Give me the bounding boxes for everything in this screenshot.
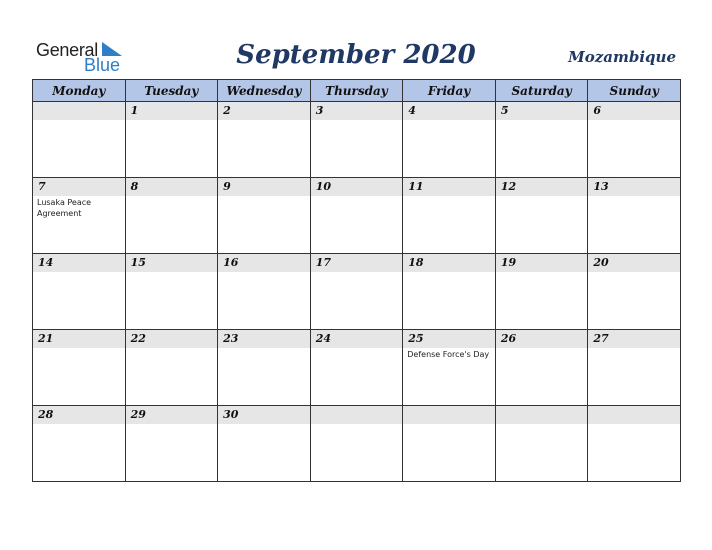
calendar-day-cell (310, 330, 403, 406)
logo-text-general: General (36, 40, 98, 60)
calendar-day-cell (33, 406, 126, 482)
calendar-day-cell (588, 254, 681, 330)
generalblue-logo (36, 40, 136, 74)
day-number: 18 (403, 254, 495, 272)
calendar-day-cell (310, 406, 403, 482)
calendar-day-cell (403, 178, 496, 254)
logo-triangle-icon (98, 42, 122, 56)
day-number (588, 406, 680, 424)
weekday-header: Friday (403, 80, 496, 102)
day-number: 12 (496, 178, 588, 196)
day-number: 23 (218, 330, 310, 348)
day-number: 21 (33, 330, 125, 348)
day-number: 6 (588, 102, 680, 120)
calendar-grid (32, 79, 681, 482)
calendar-day-cell (218, 102, 311, 178)
day-number: 16 (218, 254, 310, 272)
calendar-day-cell (403, 406, 496, 482)
calendar-day-cell (125, 102, 218, 178)
day-number: 15 (126, 254, 218, 272)
day-number: 1 (126, 102, 218, 120)
day-number: 7 (33, 178, 125, 196)
country-label: Mozambique (568, 48, 676, 66)
day-number (496, 406, 588, 424)
calendar-day-cell (125, 178, 218, 254)
weekday-header: Thursday (310, 80, 403, 102)
holiday-event: Defense Force's Day (407, 350, 490, 359)
calendar-week-row (33, 178, 681, 254)
weekday-header: Sunday (588, 80, 681, 102)
calendar-day-cell (33, 102, 126, 178)
holiday-event: Lusaka Peace Agreement (37, 198, 92, 218)
calendar-day-cell (125, 406, 218, 482)
calendar-day-cell (125, 254, 218, 330)
calendar-day-cell (218, 406, 311, 482)
calendar-day-cell (495, 102, 588, 178)
calendar-day-cell (33, 330, 126, 406)
weekday-header: Monday (33, 80, 126, 102)
day-number (33, 102, 125, 120)
day-number: 24 (311, 330, 403, 348)
day-number: 10 (311, 178, 403, 196)
day-number: 19 (496, 254, 588, 272)
day-number: 17 (311, 254, 403, 272)
calendar-day-cell (218, 254, 311, 330)
calendar-day-cell (33, 254, 126, 330)
weekday-header: Wednesday (218, 80, 311, 102)
day-number: 26 (496, 330, 588, 348)
weekday-header-row (33, 80, 681, 102)
page-title: September 2020 (236, 40, 476, 70)
calendar-week-row (33, 330, 681, 406)
day-number: 11 (403, 178, 495, 196)
day-number: 30 (218, 406, 310, 424)
day-number: 28 (33, 406, 125, 424)
day-number: 5 (496, 102, 588, 120)
calendar-day-cell (403, 102, 496, 178)
day-number: 20 (588, 254, 680, 272)
calendar-day-cell (495, 406, 588, 482)
day-number: 25 (403, 330, 495, 348)
calendar-day-cell (588, 406, 681, 482)
day-number: 27 (588, 330, 680, 348)
day-number: 4 (403, 102, 495, 120)
logo-text-blue: Blue (84, 55, 121, 75)
day-number: 9 (218, 178, 310, 196)
calendar-day-cell (310, 254, 403, 330)
calendar-week-row (33, 102, 681, 178)
calendar-day-cell (495, 178, 588, 254)
day-number: 14 (33, 254, 125, 272)
calendar-day-cell (495, 330, 588, 406)
calendar-week-row (33, 406, 681, 482)
weekday-header: Saturday (495, 80, 588, 102)
calendar-day-cell (495, 254, 588, 330)
weekday-header: Tuesday (125, 80, 218, 102)
calendar-day-cell (310, 178, 403, 254)
calendar-day-cell (218, 330, 311, 406)
day-number: 3 (311, 102, 403, 120)
day-number: 2 (218, 102, 310, 120)
day-number: 29 (126, 406, 218, 424)
calendar-day-cell (588, 102, 681, 178)
day-number: 13 (588, 178, 680, 196)
calendar-day-cell (125, 330, 218, 406)
calendar-week-row (33, 254, 681, 330)
calendar-day-cell (310, 102, 403, 178)
day-number (403, 406, 495, 424)
day-number (311, 406, 403, 424)
calendar-day-cell (588, 178, 681, 254)
calendar-day-cell (588, 330, 681, 406)
calendar-day-cell (33, 178, 126, 254)
day-number: 22 (126, 330, 218, 348)
day-number: 8 (126, 178, 218, 196)
calendar-day-cell (218, 178, 311, 254)
calendar-day-cell (403, 254, 496, 330)
calendar-day-cell (403, 330, 496, 406)
